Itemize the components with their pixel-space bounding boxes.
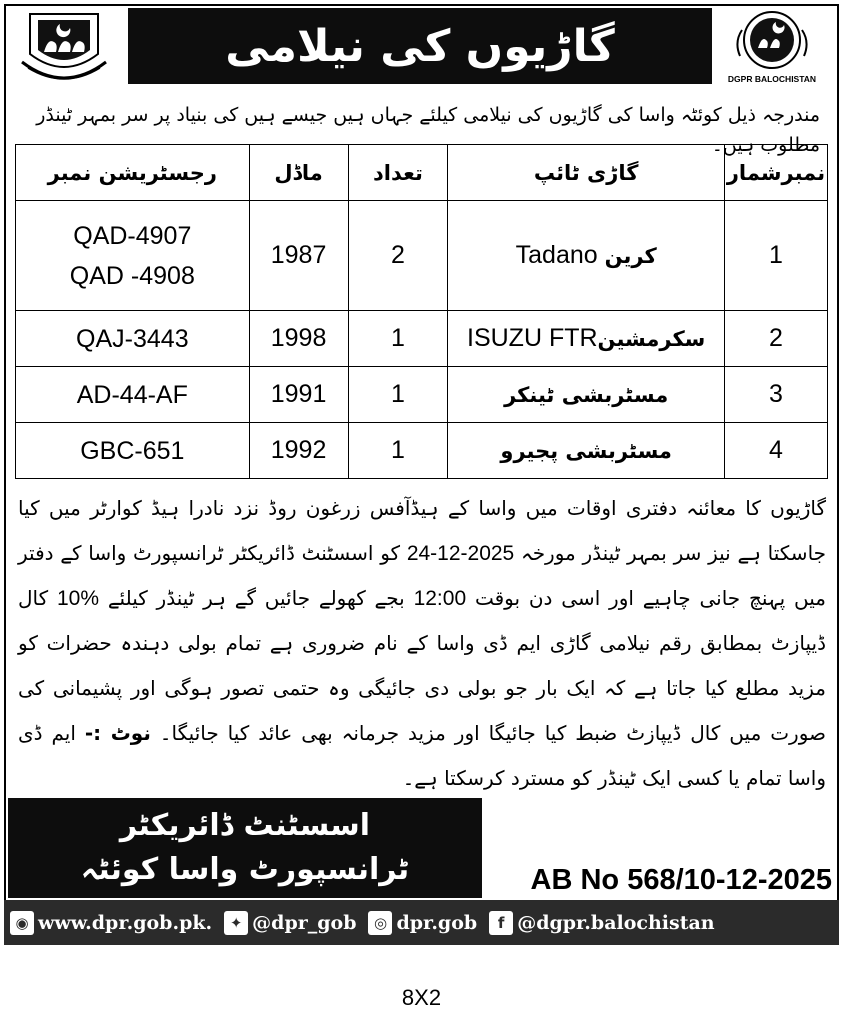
vehicle-type-latin: Tadano — [515, 241, 598, 269]
cell-registration — [16, 423, 250, 479]
cell-model: 1992 — [249, 423, 348, 479]
opening-time: 12:00 — [413, 587, 467, 610]
registration-number: GBC-651 — [80, 436, 185, 465]
cell-quantity: 2 — [348, 201, 448, 311]
cell-vehicle-type — [448, 201, 725, 311]
page-title: گاڑیوں کی نیلامی — [128, 8, 712, 84]
signature-department: ٹرانسپورٹ واسا کوئٹہ — [80, 852, 410, 887]
cell-model: 1987 — [249, 201, 348, 311]
auction-terms-text — [18, 486, 826, 801]
vehicle-type-urdu: کرین — [604, 244, 657, 268]
table-row — [16, 201, 828, 311]
cell-registration — [16, 311, 250, 367]
footer-twitter[interactable] — [218, 911, 362, 935]
ab-number: AB No 568/10-12-2025 — [530, 864, 832, 896]
vehicle-type-urdu: مسٹربشی پجیرو — [500, 439, 672, 463]
header-serial: نمبرشمار — [725, 145, 828, 201]
cell-model: 1998 — [249, 311, 348, 367]
registration-number: QAJ-3443 — [76, 324, 189, 353]
table-row — [16, 367, 828, 423]
vehicle-type-urdu: مسٹربشی ٹینکر — [504, 383, 669, 407]
cell-serial: 1 — [725, 201, 828, 311]
dgpr-balochistan-logo — [718, 6, 826, 86]
header-vehicle-type: گاڑی ٹائپ — [448, 145, 725, 201]
cell-vehicle-type — [448, 311, 725, 367]
cell-model: 1991 — [249, 367, 348, 423]
table-header-row — [16, 145, 828, 201]
dgpr-logo-text: DGPR BALOCHISTAN — [727, 74, 817, 84]
globe-icon: ◉ — [10, 911, 34, 935]
tender-date: 24-12-2025 — [406, 542, 515, 565]
footer-instagram[interactable] — [362, 911, 483, 935]
cell-registration — [16, 367, 250, 423]
note-label: نوٹ :- — [84, 721, 151, 745]
facebook-handle[interactable]: @dgpr.balochistan — [517, 911, 715, 934]
note-text: ایم ڈی واسا تمام یا کسی ایک ٹینڈر کو مسترد کرسکتا ہے۔ — [18, 721, 826, 790]
footer-website[interactable] — [4, 911, 218, 935]
cell-vehicle-type — [448, 367, 725, 423]
header-model: ماڈل — [249, 145, 348, 201]
ad-size-code: 8X2 — [401, 985, 442, 1010]
table-row — [16, 311, 828, 367]
facebook-icon: f — [489, 911, 513, 935]
signature-block — [8, 798, 482, 898]
table-row — [16, 423, 828, 479]
cell-serial: 4 — [725, 423, 828, 479]
registration-number: QAD -4908 — [69, 261, 195, 290]
terms-part-3: بجے کھولے جائیں گے ہر ٹینڈر کیلئے — [107, 586, 405, 610]
cell-quantity: 1 — [348, 311, 448, 367]
registration-number: AD-44-AF — [76, 380, 188, 409]
header-registration: رجسٹریشن نمبر — [16, 145, 250, 201]
cell-quantity: 1 — [348, 423, 448, 479]
cell-registration — [16, 201, 250, 311]
registration-number: QAD-4907 — [73, 221, 192, 250]
cell-quantity: 1 — [348, 367, 448, 423]
instagram-handle[interactable]: dpr.gob — [396, 911, 478, 934]
vehicle-type-urdu: سکرمشین — [597, 327, 706, 351]
vehicle-auction-table — [15, 144, 828, 479]
call-deposit-percent: 10% — [56, 587, 99, 610]
footer-facebook[interactable] — [483, 911, 720, 935]
cell-vehicle-type — [448, 423, 725, 479]
header-quantity: تعداد — [348, 145, 448, 201]
cell-serial: 3 — [725, 367, 828, 423]
twitter-handle[interactable]: @dpr_gob — [252, 911, 357, 934]
twitter-icon: ✦ — [224, 911, 248, 935]
signature-designation: اسسٹنٹ ڈائریکٹر — [119, 808, 371, 843]
vehicle-type-latin: ISUZU FTR — [467, 324, 598, 352]
footer-contact-bar — [4, 900, 839, 945]
website-link[interactable]: www.dpr.gob.pk. — [38, 911, 213, 934]
instagram-icon: ◎ — [368, 911, 392, 935]
terms-part-1: گاڑیوں کا معائنہ دفتری اوقات میں واسا کے ہیڈآفس زرغون روڈ نزد نادرا ہیڈ کوارٹر میں کیا جاسکتا ہے نیز سر بمہر ٹینڈر مورخہ — [18, 496, 827, 565]
terms-part-4: کال ڈیپازٹ بمطابق رقم نیلامی گاڑی ایم ڈی واسا کے نام ضروری ہے تمام بولی دہندہ حضرات کو مزید مطلع کیا جاتا ہے کہ ایک بار جو بولی دی جائیگی وہ حتمی تصور ہوگی اور پشیمانی کی صورت میں کال ڈیپازٹ ضبط کیا جائیگا اور مزید جرمانہ بھی عائد کیا جائیگا۔ — [18, 586, 827, 745]
intro-text: مندرجہ ذیل کوئٹہ واسا کی گاڑیوں کی نیلامی کیلئے جہاں ہیں جیسے ہیں کی بنیاد پر سر بمہر ٹینڈر مطلوب ہیں۔ — [36, 104, 820, 156]
terms-part-2: کو اسسٹنٹ ڈائریکٹر ٹرانسپورٹ واسا کے دفتر میں پہنچ جانی چاہیے اور اسی دن بوقت — [18, 541, 826, 610]
cell-serial: 2 — [725, 311, 828, 367]
balochistan-emblem-logo — [10, 6, 118, 86]
